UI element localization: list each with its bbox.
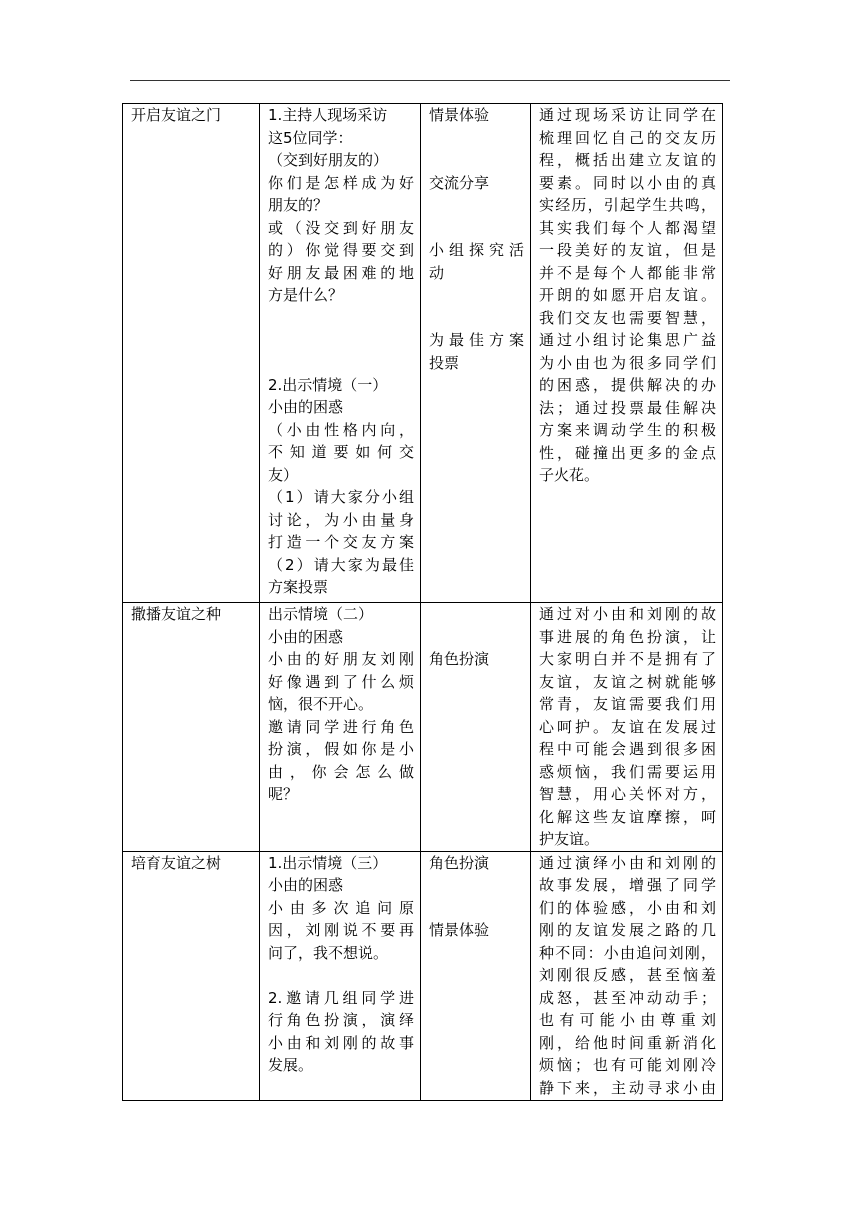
activity-cell [260,603,421,852]
intent-line: 智慧，用心关怀对方， [539,785,716,803]
activity-line: 好朋友最困难的地 [268,263,414,282]
intent-line: 静下来，主动寻求小由 [539,1078,716,1097]
method-cell [421,851,531,1100]
intent-line: 其实我们每个人都渴望 [539,218,716,237]
activity-line: 好像遇到了什么烦 [268,672,414,691]
intent-line: 心呵护。友谊在发展过 [539,717,716,736]
stage-cell [123,104,260,603]
intent-line: 子火花。 [539,466,600,484]
activity-cell [260,851,421,1100]
activity-line: 恼，很不开心。 [268,695,374,713]
intent-line: 要素。同时以小由的真 [539,173,716,192]
intent-line: 一段美好的友谊，但是 [539,241,716,259]
intent-line: 通过演绎小由和刘刚的 [539,853,716,872]
activity-line: 2.邀请几组同学进 [268,988,414,1007]
table-row [123,104,723,603]
activity-line: （2）请大家为最佳 [268,555,414,574]
intent-line: 程中可能会遇到很多困 [539,740,716,758]
activity-line: 发展。 [268,1056,314,1074]
intent-line: 开朗的如愿开启友谊。 [539,286,716,304]
intent-line: 通过对小由和刘刚的故 [539,605,716,623]
stage-title: 撒播友谊之种 [131,605,222,623]
activity-line: 由，你会怎么做 [268,762,414,781]
activity-cell [260,104,421,603]
activity-line: 行角色扮演，演绎 [268,1011,414,1029]
activity-line: 小由的困惑 [268,876,344,894]
lesson-plan-table [122,103,723,1101]
stage-title: 培育友谊之树 [131,853,222,872]
activity-line: 1.出示情境（三） [268,853,388,872]
intent-line: 我们交友也需要智慧， [539,308,716,327]
intent-cell [531,104,723,603]
intent-line: 也有可能小由尊重刘 [539,1011,716,1029]
activity-line: 朋友的？ [268,196,329,214]
intent-line: 烦恼；也有可能刘刚冷 [539,1056,716,1074]
intent-line: 护友谊。 [539,830,600,848]
activity-line: 方是什么？ [268,286,344,304]
intent-line: 友谊，友谊之树就能够 [539,672,716,691]
activity-line: 因，刘刚说不要再 [268,921,414,939]
activity-line: 讨论，为小由量身 [268,510,414,529]
activity-line: 小由多次追问原 [268,898,414,917]
header-rule [130,80,730,81]
method-line: 角色扮演 [429,853,490,872]
intent-line: 方案来调动学生的积极 [539,421,716,439]
activity-line: 小由的困惑 [268,398,344,416]
activity-line: 2.出示情境（一） [268,375,388,394]
intent-cell [531,851,723,1100]
method-line: 动 [429,263,445,282]
method-cell [421,104,531,603]
intent-line: 程，概括出建立友谊的 [539,151,716,169]
intent-line: 们的体验感，小由和刘 [539,898,716,917]
activity-line: 方案投票 [268,578,329,596]
activity-line: 或（没交到好朋友 [268,218,414,237]
method-line: 交流分享 [429,173,490,192]
activity-line: （1）请大家分小组 [268,488,414,506]
intent-line: 刚，给他时间重新消化 [539,1033,716,1052]
stage-cell [123,603,260,852]
activity-line: 扮演，假如你是小 [268,740,414,758]
activity-line: 呢？ [268,785,299,803]
method-cell [421,603,531,852]
intent-line: 常青，友谊需要我们用 [539,695,716,713]
method-line: 角色扮演 [429,650,490,668]
activity-line: 1.主持人现场采访 [268,106,388,124]
intent-line: 法；通过投票最佳解决 [539,398,716,417]
intent-line: 通过现场采访让同学在 [539,106,716,124]
intent-line: 的困惑，提供解决的办 [539,376,716,394]
intent-line: 刘刚很反感，甚至恼羞 [539,966,716,984]
intent-line: 梳理回忆自己的交友历 [539,128,716,147]
stage-cell [123,851,260,1100]
intent-line: 性，碰撞出更多的金点 [539,443,716,462]
intent-line: 故事发展，增强了同学 [539,876,716,894]
activity-line: 这5位同学： [268,128,353,147]
activity-line: 的）你觉得要交到 [268,241,414,259]
activity-line: （小由性格内向， [268,420,414,439]
intent-line: 成怒，甚至冲动动手； [539,988,716,1007]
activity-line: 不知道要如何交 [268,443,414,461]
intent-line: 化解这些友谊摩擦，呵 [539,807,716,826]
intent-line: 实经历，引起学生共鸣， [539,196,716,214]
table-row [123,851,723,1100]
activity-line: （交到好朋友的） [268,151,389,169]
activity-line: 出示情境（二） [268,605,374,623]
activity-line: 问了，我不想说。 [268,943,389,962]
intent-line: 大家明白并不是拥有了 [539,650,716,668]
intent-cell [531,603,723,852]
intent-line: 种不同：小由追问刘刚， [539,943,716,962]
method-line: 情景体验 [429,921,490,939]
intent-line: 并不是每个人都能非常 [539,263,716,282]
stage-title: 开启友谊之门 [131,106,222,124]
intent-line: 事进展的角色扮演，让 [539,627,716,646]
activity-line: 小由的好朋友刘刚 [268,650,414,668]
intent-line: 通过小组讨论集思广益 [539,331,716,349]
table-row [123,603,723,852]
activity-line: 小由和刘刚的故事 [268,1033,414,1052]
intent-line: 惑烦恼，我们需要运用 [539,762,716,781]
activity-line: 邀请同学进行角色 [268,717,414,736]
intent-line: 为小由也为很多同学们 [539,353,716,372]
activity-line: 打造一个交友方案 [268,533,414,551]
method-line: 投票 [429,353,460,372]
activity-line: 小由的困惑 [268,627,344,646]
activity-line: 你们是怎样成为好 [268,173,414,192]
method-line: 情景体验 [429,106,490,124]
method-line: 小组探究活 [429,241,524,259]
intent-line: 刚的友谊发展之路的几 [539,921,716,939]
activity-line: 友） [268,465,299,484]
method-line: 为最佳方案 [429,331,524,349]
